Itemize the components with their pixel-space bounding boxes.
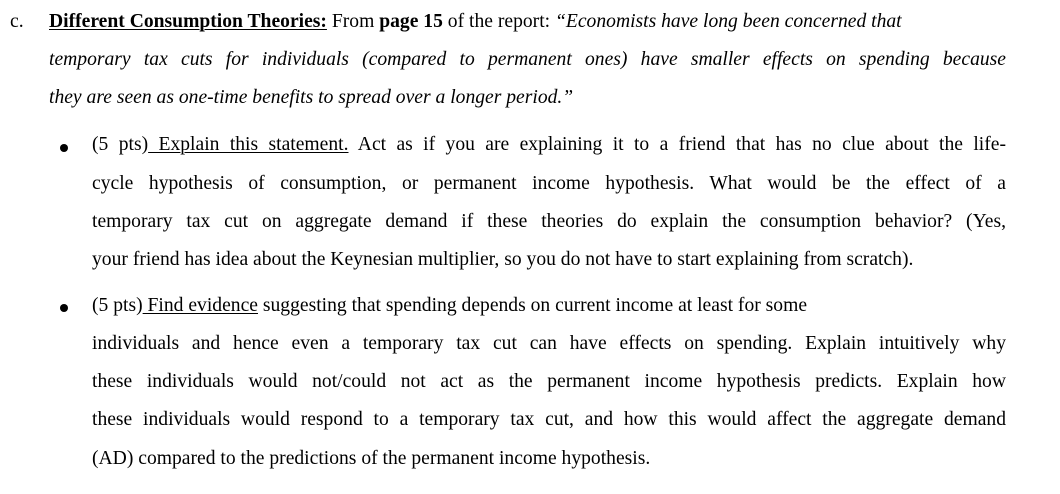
bullet-2-line-4: these individuals would respond to a temporary tax cut, and how this would affect the aggregate demand — [92, 409, 1006, 430]
page-reference: page 15 — [379, 11, 443, 32]
bullet-1-line-3: temporary tax cut on aggregate demand if these theories do explain the consumption behavior? (Yes, — [92, 211, 1006, 232]
question-header — [49, 12, 902, 32]
bullet-2-line-5: (AD) compared to the predictions of the permanent income hypothesis. — [92, 448, 651, 469]
bullet-2-points: (5 pts) — [92, 295, 143, 316]
bullet-2-line-1 — [92, 296, 807, 316]
quote-line-2: temporary tax cuts for individuals (compared to permanent ones) have smaller effects on spending because — [49, 49, 1006, 70]
quote-line-1: “Economists have long been concerned that — [555, 11, 902, 32]
bullet-2-line-1-rest: suggesting that spending depends on current income at least for some — [257, 295, 808, 316]
question-title: Different Consumption Theories: — [49, 11, 327, 32]
bullet-2-marker — [60, 304, 68, 312]
bullet-2-heading: Find evidence — [142, 295, 258, 316]
intro-from: From — [326, 11, 380, 32]
item-letter: c. — [10, 11, 24, 32]
bullet-2-line-2: individuals and hence even a temporary tax cut can have effects on spending. Explain intuitively why — [92, 333, 1006, 354]
bullet-1-points: (5 pts) — [92, 134, 149, 155]
bullet-1-heading: Explain this statement. — [148, 134, 349, 155]
intro-rest: of the report: — [442, 11, 555, 32]
bullet-1-line-1 — [92, 135, 1006, 155]
bullet-1-marker — [60, 144, 68, 152]
quote-line-3: they are seen as one-time benefits to spread over a longer period.” — [49, 87, 574, 108]
bullet-1-line-1-rest: Act as if you are explaining it to a friend that has no clue about the life- — [348, 134, 1006, 155]
bullet-1-line-2: cycle hypothesis of consumption, or permanent income hypothesis. What would be the effect of a — [92, 173, 1006, 194]
bullet-2-line-3: these individuals would not/could not act as the permanent income hypothesis predicts. Explain how — [92, 371, 1006, 392]
bullet-1-line-4: your friend has idea about the Keynesian multiplier, so you do not have to start explaining from scratch). — [92, 249, 914, 270]
